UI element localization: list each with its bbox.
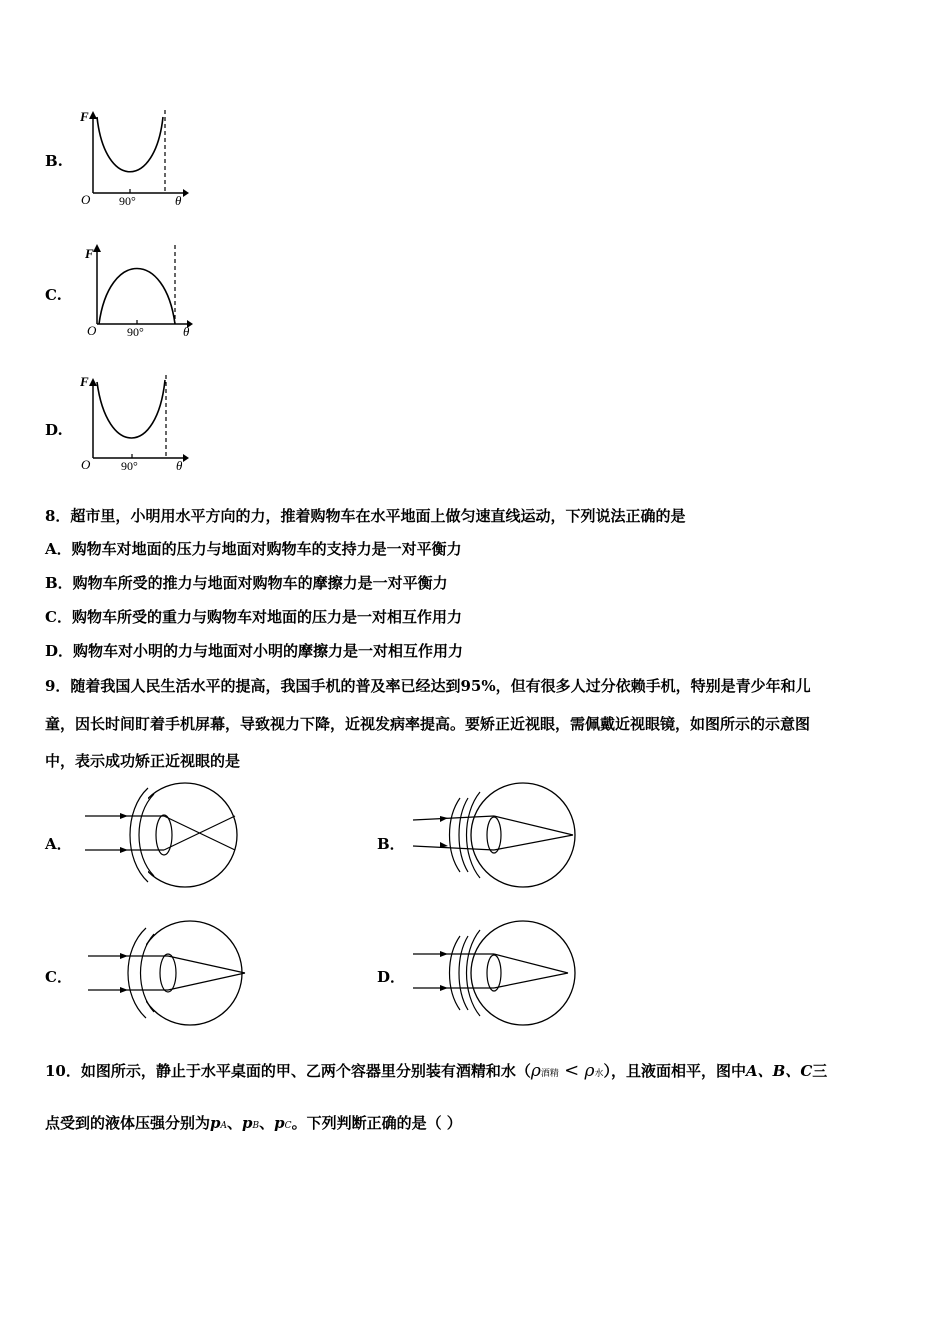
eye-lens bbox=[487, 817, 501, 853]
origin-label: O bbox=[87, 323, 97, 338]
y-axis-arrow bbox=[89, 111, 97, 119]
eye-diagram-b bbox=[408, 780, 583, 890]
option-label-c: C. bbox=[45, 286, 62, 304]
subscript-c: C bbox=[284, 1121, 292, 1131]
eye-diagram-d bbox=[408, 918, 583, 1028]
pressure-p-b: p bbox=[242, 1114, 253, 1132]
q10-line-1 bbox=[45, 1060, 827, 1081]
eye-lens bbox=[156, 815, 172, 855]
q9-option-label-d: D． bbox=[377, 968, 406, 986]
tick-label-90: 90° bbox=[121, 459, 138, 472]
eye-lens bbox=[160, 954, 176, 992]
rho-symbol: ρ bbox=[584, 1061, 595, 1081]
q9-option-label-b: B． bbox=[377, 835, 405, 853]
option-label-d: D. bbox=[45, 421, 63, 439]
axis-label-f: F bbox=[80, 374, 89, 389]
q9-option-label-c: C． bbox=[45, 968, 72, 986]
axis-label-theta: θ bbox=[183, 324, 190, 339]
axis-label-f: F bbox=[80, 109, 89, 124]
corrective-lens bbox=[128, 928, 146, 1018]
cornea bbox=[467, 792, 481, 878]
pressure-p-c: p bbox=[274, 1114, 285, 1132]
separator: 、 bbox=[227, 1114, 243, 1132]
q10-line-1-pre: 10．如图所示，静止于水平桌面的甲、乙两个容器里分别装有酒精和水（ bbox=[45, 1062, 531, 1080]
q10-line-1-post: ），且液面相平，图中 bbox=[603, 1062, 746, 1080]
q8-stem: 8．超市里，小明用水平方向的力，推着购物车在水平地面上做匀速直线运动，下列说法正确的是 bbox=[45, 507, 686, 525]
origin-label: O bbox=[81, 457, 91, 472]
q8-option-c: C．购物车所受的重力与购物车对地面的压力是一对相互作用力 bbox=[45, 608, 462, 626]
graph-option-d bbox=[75, 372, 195, 472]
curve-u bbox=[97, 380, 165, 438]
y-axis-arrow bbox=[93, 244, 101, 252]
tick-label-90: 90° bbox=[119, 194, 136, 205]
pressure-p-a: p bbox=[210, 1114, 221, 1132]
q10-line-2-post: 。下列判断正确的是（ ） bbox=[291, 1114, 462, 1132]
cornea bbox=[467, 930, 481, 1016]
graph-option-c bbox=[75, 240, 200, 340]
eye-diagram-a bbox=[80, 780, 255, 890]
curve-arch bbox=[99, 269, 175, 325]
q9-line-3: 中，表示成功矫正近视眼的是 bbox=[45, 752, 241, 770]
q9-line-1: 9．随着我国人民生活水平的提高，我国手机的普及率已经达到95%，但有很多人过分依赖手机，特别是青少年和儿 bbox=[45, 677, 811, 695]
q10-line-1-end: 三 bbox=[812, 1062, 828, 1080]
x-axis-arrow bbox=[183, 189, 189, 197]
axis-label-f: F bbox=[85, 246, 94, 261]
subscript-alcohol: 酒精 bbox=[540, 1069, 559, 1079]
q8-option-d: D．购物车对小明的力与地面对小明的摩擦力是一对相互作用力 bbox=[45, 642, 464, 660]
eyeball bbox=[138, 921, 242, 1025]
graph-option-b bbox=[75, 105, 195, 205]
origin-label: O bbox=[81, 192, 91, 205]
q9-line-2: 童，因长时间盯着手机屏幕，导致视力下降，近视发病率提高。要矫正近视眼，需佩戴近视眼镜，如图所示的示意图 bbox=[45, 715, 811, 733]
curve-u bbox=[97, 117, 163, 172]
q8-option-a: A．购物车对地面的压力与地面对购物车的支持力是一对平衡力 bbox=[45, 540, 462, 558]
axis-label-theta: θ bbox=[175, 193, 182, 205]
subscript-a: A bbox=[220, 1121, 228, 1131]
tick-label-90: 90° bbox=[127, 325, 144, 339]
less-than-symbol: < bbox=[564, 1060, 580, 1081]
y-axis-arrow bbox=[89, 378, 97, 386]
q10-line-2-pre: 点受到的液体压强分别为 bbox=[45, 1114, 211, 1132]
rho-symbol: ρ bbox=[530, 1061, 541, 1081]
option-label-b: B. bbox=[45, 152, 63, 170]
subscript-water: 水 bbox=[594, 1069, 604, 1079]
separator: 、 bbox=[259, 1114, 275, 1132]
eye-diagram-c bbox=[80, 918, 255, 1028]
x-axis-arrow bbox=[183, 454, 189, 462]
eye-lens bbox=[487, 955, 501, 991]
q10-line-2 bbox=[45, 1112, 462, 1133]
axis-label-theta: θ bbox=[176, 458, 183, 472]
subscript-b: B bbox=[252, 1121, 260, 1131]
points-abc: A、B、C bbox=[746, 1062, 813, 1080]
eyeball bbox=[133, 783, 237, 887]
q9-option-label-a: A． bbox=[45, 835, 72, 853]
q8-option-b: B．购物车所受的推力与地面对购物车的摩擦力是一对平衡力 bbox=[45, 574, 448, 592]
